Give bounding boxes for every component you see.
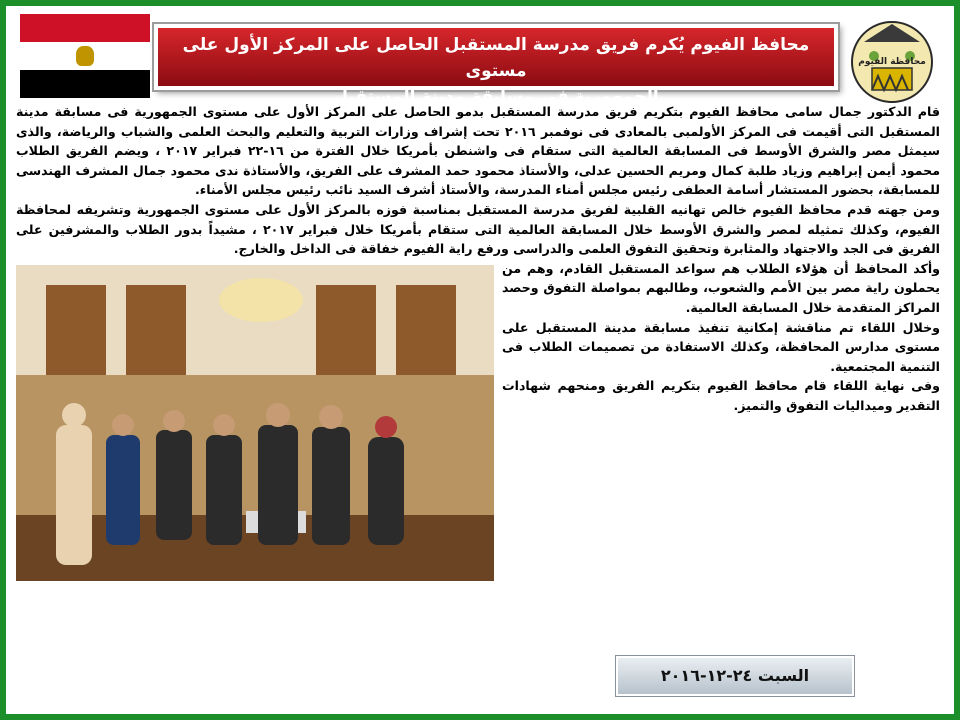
paragraph-2: ومن جهته قدم محافظ الفيوم خالص تهانيه القلبية لفريق مدرسة المستقبل بمناسبة فوزه بالمركز الأول على مستوى الجمهورية وتشريفه لمحافظة الفيوم، وكذلك تمثيله لمصر والشرق الأوسط خلال المسابقة العالمية التى ستقام بأمريكا خلال فبراير ٢٠١٧ ، مشيداً بدور الطلاب والمشرفين على الفريق فى الجد والاجتهاد والمثابرة وتحقيق التفوق العلمى والدراسى ورفع راية الفيوم خفاقة فى الداخل والخارج. bbox=[16, 201, 940, 257]
fayoum-governorate-logo bbox=[844, 12, 940, 106]
title-banner bbox=[154, 24, 838, 107]
title-line-1: محافظ الفيوم يُكرم فريق مدرسة المستقبل الحاصل على المركز الأول على مستوى bbox=[182, 35, 810, 81]
eagle-emblem-icon bbox=[76, 46, 94, 66]
page bbox=[6, 6, 954, 714]
paragraph-5: وفى نهاية اللقاء قام محافظ الفيوم بتكريم الفريق ومنحهم شهادات التقدير وميداليات التفوق والتميز. bbox=[502, 378, 940, 413]
egypt-flag-icon bbox=[20, 14, 150, 98]
paragraph-1: قام الدكتور جمال سامى محافظ الفيوم بتكريم فريق مدرسة المستقبل بدمو الحاصل على المركز الأول على مستوى الجمهورية فى مسابقة مدينة المستقبل التى أقيمت فى المركز الأولمبى بالمعادى فى نوفمبر ٢٠١٦ تحت إشراف وزارات التربية والتعليم والبحث العلمى والشباب والرياضة، والذى سيمثل مصر والشرق الأوسط فى المسابقة العالمية التى ستقام فى واشنطن بأمريكا خلال الفترة من ١٦-٢٢ فبراير ٢٠١٧ ، ويضم الفريق الطلاب محمود أيمن إبراهيم وزياد طلبة كمال ومريم الحسين عدلى، والأستاذ محمود حمد المشرف على الفريق، والأستاذة ندى محمود جمال المشرف الهندسى للمسابقة، بحضور المستشار أسامة العطفى رئيس مجلس أمناء المدرسة، والأستاذ أشرف السيد نائب رئيس مجلس الأمناء. bbox=[16, 104, 940, 198]
paragraph-3: وأكد المحافظ أن هؤلاء الطلاب هم سواعد المستقبل القادم، وهم من يحملون راية مصر بين الأمم والشعوب، وطالبهم بمواصلة التفوق وحصد المراكز المتقدمة خلال المسابقة العالمية. bbox=[502, 260, 940, 315]
group-photo bbox=[16, 265, 494, 581]
logo-text: محافظة الفيوم bbox=[858, 57, 926, 67]
paragraph-4: وخلال اللقاء تم مناقشة إمكانية تنفيذ مسابقة مدينة المستقبل على مستوى مدارس المحافظة، وكذلك الاستفادة من تصميمات الطلاب فى التنمية المجتمعية. bbox=[502, 319, 940, 374]
date-label: السبت ٢٤-١٢-٢٠١٦ bbox=[616, 656, 854, 696]
title-line-2: الجمهورية فى مسابقة مدينة المستقبل bbox=[333, 87, 659, 107]
article-body bbox=[16, 102, 940, 581]
